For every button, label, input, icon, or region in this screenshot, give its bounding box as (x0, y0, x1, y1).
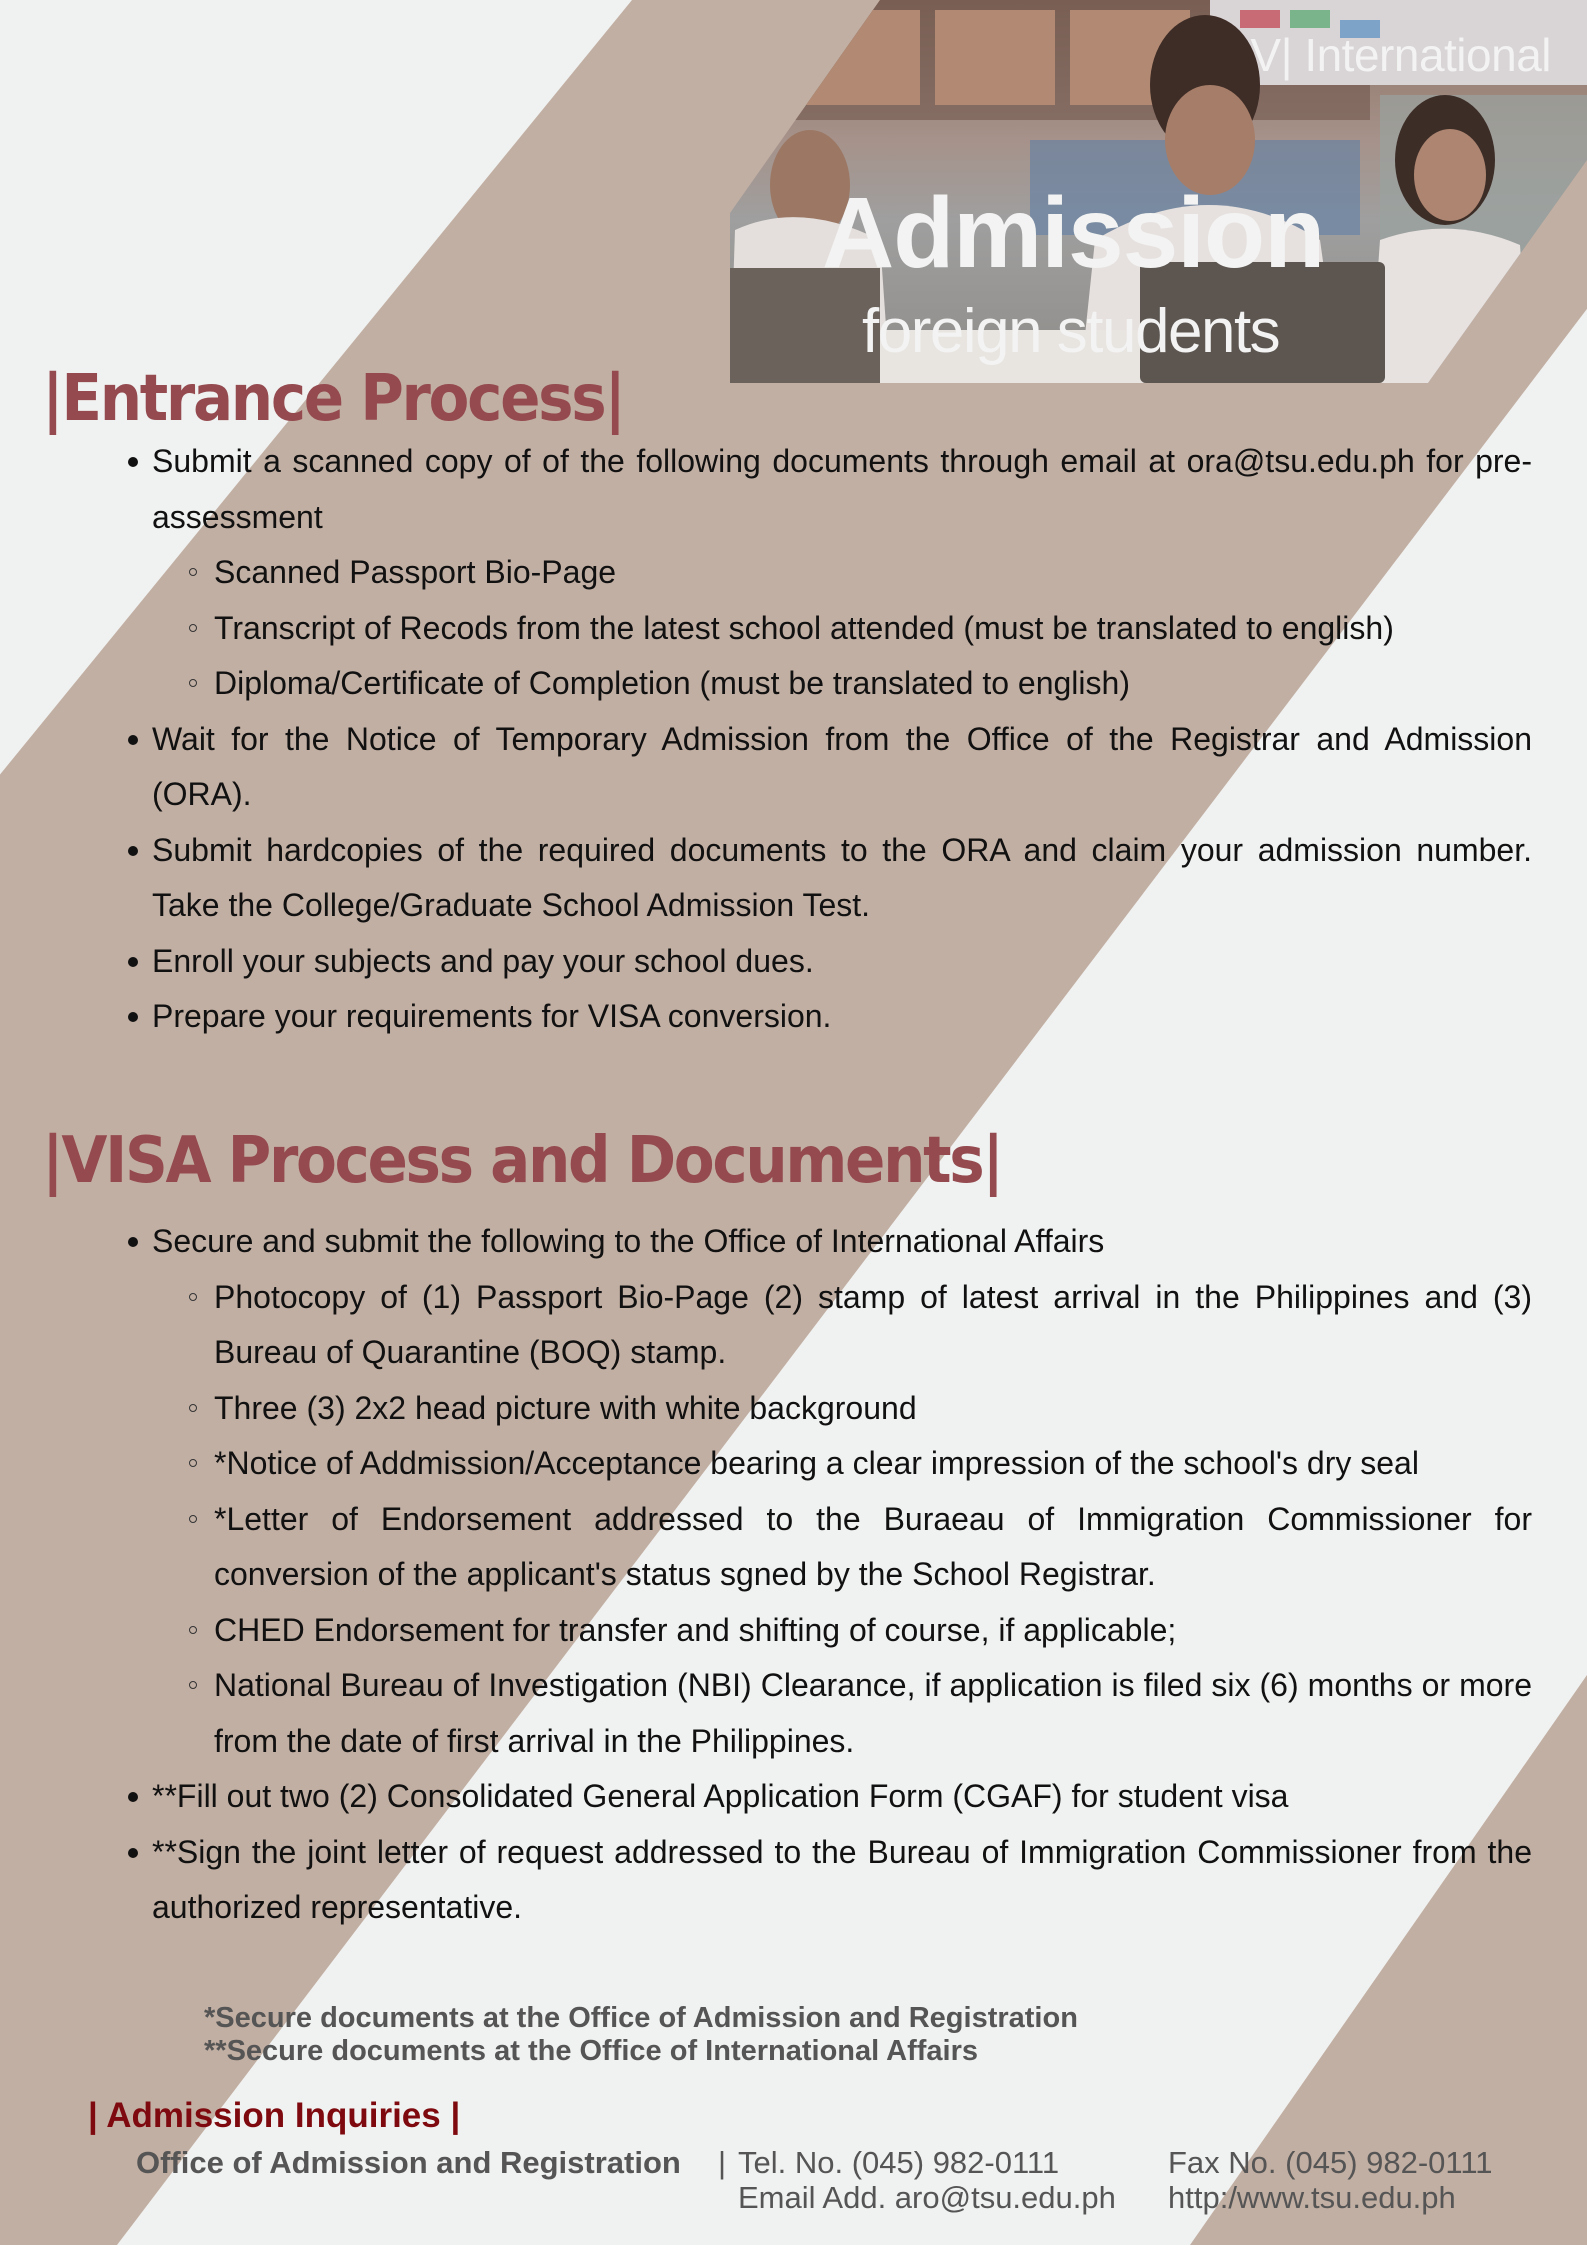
admission-inquiries-heading: | Admission Inquiries | (88, 2096, 461, 2135)
header-kicker: V| International (1250, 29, 1551, 81)
list-item: Enroll your subjects and pay your school dues. (152, 934, 1532, 990)
list-item: Secure and submit the following to the Office of International Affairs (152, 1214, 1532, 1270)
list-subitem: Scanned Passport Bio-Page (214, 545, 1532, 601)
entrance-process-list (0, 434, 1587, 1045)
header-subtitle: foreign students (862, 297, 1280, 366)
separator: | (718, 2145, 727, 2180)
list-item: Wait for the Notice of Temporary Admission from the Office of the Registrar and Admission (ORA). (152, 712, 1532, 823)
visa-process-list (0, 1214, 1587, 1936)
fax-number: Fax No. (045) 982-0111 (1168, 2145, 1493, 2180)
footnote-single-asterisk: *Secure documents at the Office of Admission and Registration (204, 2002, 1078, 2034)
list-subitem: National Bureau of Investigation (NBI) Clearance, if application is filed six (6) months or more from the date of first arrival in the Philippines. (214, 1658, 1532, 1769)
entrance-process-heading: |Entrance Process| (42, 362, 624, 436)
footnote-double-asterisk: **Secure documents at the Office of International Affairs (204, 2035, 979, 2067)
list-subitem: Transcript of Recods from the latest school attended (must be translated to english) (214, 601, 1532, 657)
telephone-number: Tel. No. (045) 982-0111 (738, 2145, 1060, 2180)
visa-process-heading: |VISA Process and Documents| (42, 1124, 1002, 1198)
list-subitem: *Notice of Addmission/Acceptance bearing a clear impression of the school's dry seal (214, 1436, 1532, 1492)
header-title: Admission (822, 177, 1325, 289)
list-subitem: Diploma/Certificate of Completion (must be translated to english) (214, 656, 1532, 712)
email-address[interactable]: Email Add. aro@tsu.edu.ph (738, 2180, 1116, 2215)
list-subitem: Photocopy of (1) Passport Bio-Page (2) stamp of latest arrival in the Philippines and (3) Bureau of Quarantine (BOQ) stamp. (214, 1270, 1532, 1381)
list-subitem: CHED Endorsement for transfer and shifting of course, if applicable; (214, 1603, 1532, 1659)
list-item: Submit hardcopies of the required documents to the ORA and claim your admission number. Take the College/Graduate School Admission Test. (152, 823, 1532, 934)
list-subitem: *Letter of Endorsement addressed to the Buraeau of Immigration Commissioner for conversion of the applicant's status sgned by the School Registrar. (214, 1492, 1532, 1603)
list-item: **Sign the joint letter of request addressed to the Bureau of Immigration Commissioner from the authorized representative. (152, 1825, 1532, 1936)
list-item: Submit a scanned copy of of the following documents through email at ora@tsu.edu.ph for pre-assessment (152, 434, 1532, 545)
list-subitem: Three (3) 2x2 head picture with white background (214, 1381, 1532, 1437)
list-item: **Fill out two (2) Consolidated General Application Form (CGAF) for student visa (152, 1769, 1532, 1825)
office-name: Office of Admission and Registration (136, 2145, 681, 2180)
list-item: Prepare your requirements for VISA conversion. (152, 989, 1532, 1045)
website-link[interactable]: http:/www.tsu.edu.ph (1168, 2180, 1456, 2215)
